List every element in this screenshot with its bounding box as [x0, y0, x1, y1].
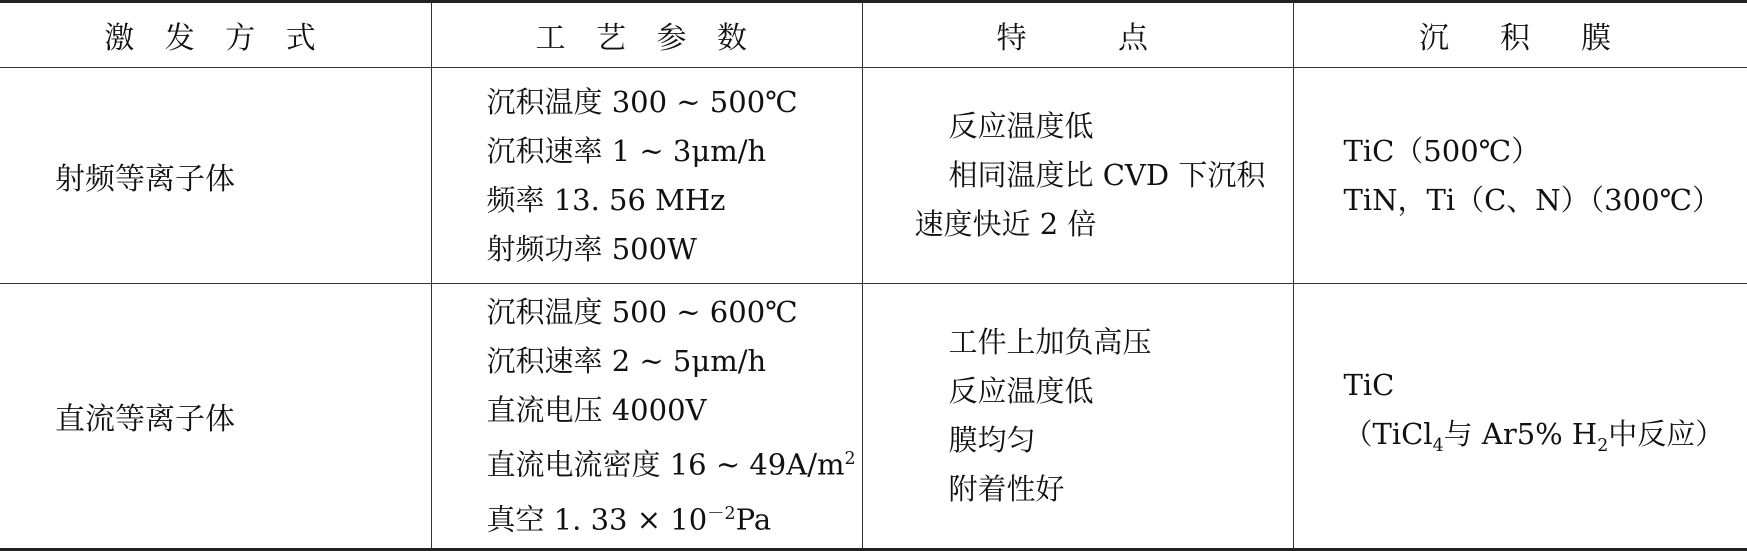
feature-line: 反应温度低	[915, 367, 1293, 416]
reaction-post: 中反应）	[1608, 417, 1724, 451]
method-cell: 直流等离子体	[0, 284, 431, 550]
param-line: 沉积温度 300 ~ 500℃	[487, 78, 862, 127]
features-cell	[862, 68, 1293, 284]
params-cell	[431, 68, 862, 284]
film-line: TiC（500℃）	[1344, 127, 1747, 176]
films-cell	[1293, 68, 1747, 284]
header-method: 激 发 方 式	[0, 2, 431, 68]
header-row	[0, 2, 1747, 68]
feature-line: 附着性好	[915, 465, 1293, 514]
current-text: 直流电流密度 16 ~ 49A/m	[487, 448, 845, 482]
reaction-mid: 与 Ar5% H	[1444, 417, 1598, 451]
feature-line: 工件上加负高压	[915, 318, 1293, 367]
films-cell	[1293, 284, 1747, 550]
vacuum-exponent: －2	[707, 504, 735, 524]
reaction-sub-2: 2	[1597, 436, 1608, 456]
features-cell	[862, 284, 1293, 550]
table-row	[0, 284, 1747, 550]
film-line: TiN，Ti（C、N）（300℃）	[1344, 176, 1747, 225]
feature-line: 速度快近 2 倍	[915, 200, 1293, 249]
table-row	[0, 68, 1747, 284]
feature-line: 反应温度低	[915, 102, 1293, 151]
param-line: 沉积速率 1 ~ 3μm/h	[487, 127, 862, 176]
film-line-reaction	[1344, 410, 1747, 471]
params-cell	[431, 284, 862, 550]
reaction-pre: （TiCl	[1344, 417, 1433, 451]
param-line: 沉积温度 500 ~ 600℃	[487, 288, 862, 337]
vacuum-text: 真空 1. 33 × 10	[487, 502, 708, 536]
header-params: 工 艺 参 数	[431, 2, 862, 68]
reaction-sub-4: 4	[1433, 436, 1444, 456]
param-line: 沉积速率 2 ~ 5μm/h	[487, 337, 862, 386]
method-cell: 射频等离子体	[0, 68, 431, 284]
header-features: 特 点	[862, 2, 1293, 68]
feature-line: 相同温度比 CVD 下沉积	[915, 151, 1293, 200]
vacuum-unit: Pa	[736, 502, 772, 536]
feature-line: 膜均匀	[915, 416, 1293, 465]
film-line: TiC	[1344, 361, 1747, 410]
header-films: 沉 积 膜	[1293, 2, 1747, 68]
param-line-current	[487, 435, 862, 490]
param-line: 频率 13. 56 MHz	[487, 176, 862, 225]
param-line: 直流电压 4000V	[487, 386, 862, 435]
current-exponent: 2	[844, 449, 855, 469]
param-line: 射频功率 500W	[487, 225, 862, 274]
param-line-vacuum	[487, 490, 862, 545]
